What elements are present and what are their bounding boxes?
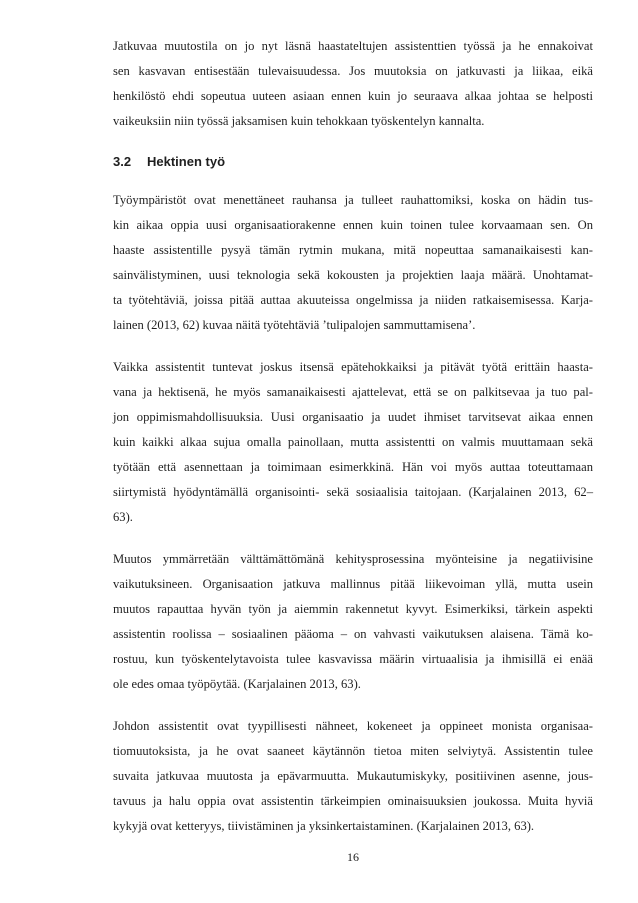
- text-line: ole edes omaa työpöytää. (Karjalainen 2013, 63).: [113, 677, 361, 691]
- text-line: vaikeuksiin niin työssä jaksamisen kuin tehokkaan työskentelyn kannalta.: [113, 114, 485, 128]
- text-line: suvaita jatkuvaa muutosta ja epävarmuutta. Mukautumiskyky, positiivinen asenne, jous-: [113, 769, 593, 783]
- document-page: [113, 0, 593, 903]
- text-line: Vaikka assistentit tuntevat joskus itsensä epätehokkaiksi ja pitävät työtä erittäin haasta-: [113, 360, 593, 374]
- text-line: Johdon assistentit ovat tyypillisesti nähneet, kokeneet ja oppineet monista organisaa-: [113, 719, 593, 733]
- text-line: tavuus ja halu oppia ovat assistentin tärkeimpien ominaisuuksien joukossa. Muita hyviä: [113, 794, 593, 808]
- page-number: 16: [347, 850, 359, 864]
- text-line: siirtymistä hyödyntämällä organisointi- sekä sosiaalisia taitojaan. (Karjalainen 2013, 62–: [113, 485, 593, 499]
- text-line: kin aikaa oppia uusi organisaatiorakenne ennen kuin toinen tulee korvaamaan sen. On: [113, 218, 593, 232]
- text-line: sainvälistyminen, uusi teknologia sekä kokousten ja projektien laaja määrä. Unohtamat-: [113, 268, 593, 282]
- text-line: vana ja hektisenä, he myös samanaikaisesti ajattelevat, että se on palkitsevaa ja tuo pal-: [113, 385, 593, 399]
- text-line: tiomuutoksista, ja he ovat saaneet käytännön tietoa miten selviytyä. Assistentin tulee: [113, 744, 593, 758]
- text-line: Muutos ymmärretään välttämättömänä kehitysprosessina myönteisine ja negatiivisine: [113, 552, 593, 566]
- text-line: Jatkuvaa muutostila on jo nyt läsnä haastateltujen assistenttien työssä ja he ennakoivat: [113, 39, 593, 53]
- section-number: 3.2: [113, 154, 132, 169]
- text-line: työtään että asennettaan ja toimimaan esimerkkinä. Hän voi myös auttaa toteuttamaan: [113, 460, 593, 474]
- text-line: kykyjä ovat ketteryys, tiivistäminen ja yksinkertaistaminen. (Karjalainen 2013, 63).: [113, 819, 535, 833]
- text-line: muutos rapauttaa hyvän työn ja aiemmin rakennetut kyvyt. Esimerkiksi, tärkein aspekti: [113, 602, 593, 616]
- section-title: Hektinen työ: [147, 154, 226, 169]
- text-line: vaikutuksineen. Organisaation jatkuva mallinnus pitää liikevoiman yllä, mutta usein: [113, 577, 593, 591]
- text-line: haaste assistentille pysyä tämän rytmin mukana, mitä nopeuttaa samanaikaisesti kan-: [113, 243, 593, 257]
- text-line: assistentin roolissa – sosiaalinen pääoma – on vahvasti vaikutuksen alaisena. Tämä ko-: [113, 627, 593, 641]
- text-line: kuin kaikki alkaa sujua omalla painollaan, mutta assistentti on valmis muuttamaan sekä: [113, 435, 593, 449]
- text-line: rostuu, kun työskentelytavoista tulee kasvavissa määrin virtuaalisia ja ihmisillä ei enää: [113, 652, 593, 666]
- section-heading: [113, 154, 225, 170]
- text-line: sen kasvavan entisestään tulevaisuudessa. Jos muutoksia on jatkuvasti ja liikaa, eikä: [113, 64, 593, 78]
- text-line: 63).: [113, 510, 133, 524]
- text-line: Työympäristöt ovat menettäneet rauhansa ja tulleet rauhattomiksi, koska on hädin tus-: [113, 193, 593, 207]
- text-line: jon oppimismahdollisuuksia. Uusi organisaatio ja uudet ihmiset tarvitsevat aikaa ennen: [113, 410, 593, 424]
- text-line: henkilöstö ehdi sopeutua uuteen asiaan ennen kuin jo seuraava alkaa johtaa se helposti: [113, 89, 593, 103]
- text-line: lainen (2013, 62) kuvaa näitä työtehtäviä ’tulipalojen sammuttamisena’.: [113, 318, 476, 332]
- text-line: ta työtehtäviä, joissa pitää auttaa akuuteissa ongelmissa ja niiden ratkaisemisessa. Karja-: [113, 293, 593, 307]
